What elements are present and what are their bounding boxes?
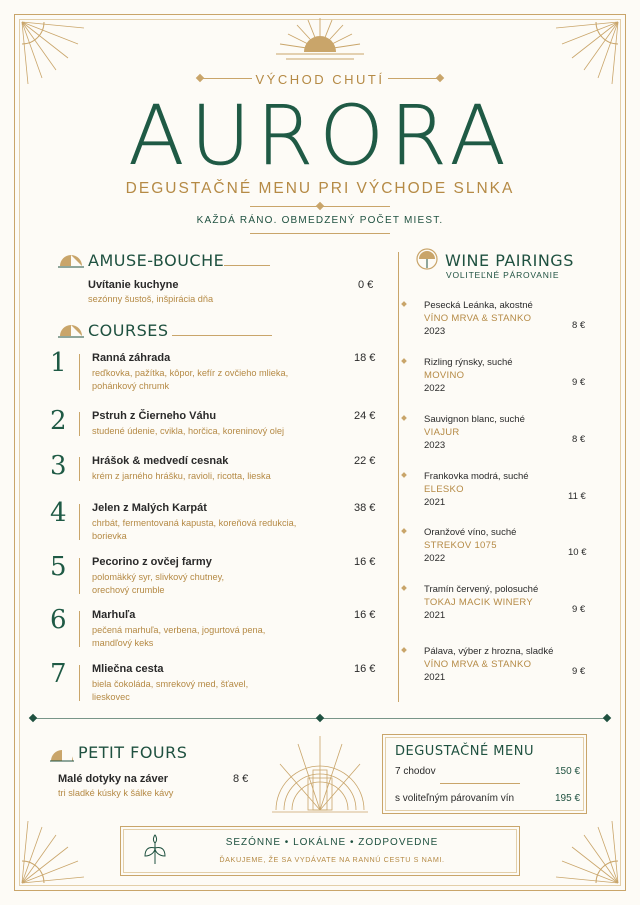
divider [440,783,520,784]
wine-year: 2021 [424,497,446,508]
wine-price: 8 € [572,320,586,331]
wine-item [424,299,574,338]
course-price: 18 € [354,352,376,364]
tasting-row1-label: 7 chodov [395,766,436,777]
course-rule [79,457,80,481]
wine-pairings-subtitle: VOLITEĽNÉ PÁROVANIE [446,270,560,280]
course-item [92,556,322,597]
course-price: 16 € [354,556,376,568]
footer-box-inner [123,829,517,873]
wine-item [424,413,574,452]
amuse-item [88,279,318,306]
rising-sun-icon [270,14,370,64]
petit-fours-item-desc: tri sladké kúsky k šálke kávy [58,788,174,798]
divider [250,233,390,234]
course-desc: pečená marhuľa, verbena, jogurtová pena, [92,625,266,635]
wine-year: 2023 [424,440,446,451]
course-number: 4 [50,498,67,528]
course-name: Jelen z Malých Karpát [92,502,207,514]
wine-producer: TOKAJ MACIK WINERY [424,597,534,608]
course-rule [79,412,80,436]
course-rule [79,354,80,390]
course-number: 5 [50,552,67,582]
wine-producer: STREKOV 1075 [424,540,497,551]
petit-fours-icon [50,742,74,762]
corner-sunburst-bottom-right [546,811,626,891]
wine-producer: VIAJUR [424,427,460,438]
course-item [92,410,322,438]
course-rule [79,504,80,540]
wine-pairings-heading: WINE PAIRINGS [445,251,574,270]
amuse-item-name: Uvítanie kuchyne [88,279,179,291]
course-desc: orechový crumble [92,585,165,595]
tasting-menu-title: DEGUSTAČNÉ MENU [395,744,534,759]
art-deco-sunrise-emblem [268,730,372,816]
wine-name: Oranžové víno, suché [424,527,517,538]
column-divider [398,252,399,702]
course-name: Pecorino z ovčej farmy [92,556,212,568]
half-sun-icon [58,250,84,268]
petit-fours-item-name: Malé dotyky na záver [58,773,169,785]
wine-producer: MOVINO [424,370,465,381]
course-item [92,352,322,393]
heading-rule [224,265,270,266]
course-item [92,455,322,483]
half-sun-icon [58,320,84,338]
amuse-bouche-heading: AMUSE-BOUCHE [88,251,225,270]
wine-price: 9 € [572,604,586,615]
footer-thanks: ĎAKUJEME, ŽE SA VYDÁVATE NA RANNÚ CESTU S NAMI. [219,855,445,864]
wine-year: 2021 [424,672,446,683]
wine-producer: ELESKO [424,484,464,495]
restaurant-title: AURORA [128,89,512,184]
wine-price: 10 € [568,547,587,558]
course-price: 16 € [354,663,376,675]
wine-year: 2022 [424,553,446,564]
course-desc: studené údenie, cvikla, horčica, koreninový olej [92,426,285,436]
course-desc: mandľový keks [92,638,154,648]
wine-name: Pesecká Leánka, akostné [424,300,533,311]
wine-item [424,583,574,622]
course-name: Mliečna cesta [92,663,164,675]
wine-name: Pálava, výber z hrozna, sladké [424,646,554,657]
wine-price: 9 € [572,377,586,388]
amuse-item-price: 0 € [358,279,374,291]
course-number: 1 [50,348,67,378]
wine-producer: VÍNO MRVA & STANKO [424,313,532,324]
course-name: Ranná záhrada [92,352,171,364]
course-number: 7 [50,659,67,689]
wine-year: 2023 [424,326,446,337]
wine-item [424,470,574,509]
course-price: 24 € [354,410,376,422]
wine-price: 11 € [568,491,586,502]
course-desc: borievka [92,531,127,541]
petit-fours-item [58,773,258,800]
course-number: 2 [50,406,67,436]
course-desc: krém z jarného hrášku, ravioli, ricotta, lieska [92,471,271,481]
course-number: 6 [50,605,67,635]
wine-year: 2021 [424,610,446,621]
wine-year: 2022 [424,383,446,394]
wine-producer: VÍNO MRVA & STANKO [424,659,532,670]
course-rule [79,665,80,701]
wine-item [424,356,574,395]
wine-name: Rizling rýnsky, suché [424,357,513,368]
courses-heading: COURSES [88,321,169,340]
amuse-item-desc: sezónny šustoš, inšpirácia dňa [88,294,214,304]
course-item [92,609,322,650]
course-name: Pstruh z Čierneho Váhu [92,410,217,422]
course-name: Marhuľa [92,609,136,621]
course-price: 22 € [354,455,376,467]
tasting-row2-price: 195 € [555,793,581,804]
tasting-row2-label: s voliteľným párovaním vín [395,793,515,804]
kicker-text: VÝCHOD CHUTÍ [255,72,385,87]
course-desc: pohánkový chrumk [92,381,170,391]
course-desc: biela čokoláda, smrekový med, šťavel, [92,679,249,689]
course-price: 16 € [354,609,376,621]
course-desc: polomäkký syr, slivkový chutney, [92,572,225,582]
wine-item [424,526,574,565]
course-item [92,663,322,704]
petit-fours-heading: PETIT FOURS [78,743,188,762]
course-name: Hrášok & medvedí cesnak [92,455,229,467]
course-rule [79,611,80,647]
footer-motto: SEZÓNNE • LOKÁLNE • ZODPOVEDNE [225,837,439,848]
wine-name: Sauvignon blanc, suché [424,414,525,425]
menu-subtitle: DEGUSTAČNÉ MENU PRI VÝCHODE SLNKA [125,180,515,197]
wine-name: Tramín červený, polosuché [424,584,539,595]
leaf-icon [140,834,170,866]
course-desc: chrbát, fermentovaná kapusta, koreňová redukcia, [92,518,297,528]
wine-sun-icon [416,248,438,270]
tasting-row1-price: 150 € [555,766,581,777]
wine-item [424,645,574,684]
course-rule [79,558,80,594]
course-number: 3 [50,451,67,481]
wine-price: 8 € [572,434,586,445]
course-desc: lieskovec [92,692,130,702]
corner-sunburst-bottom-left [14,811,94,891]
heading-rule [172,335,272,336]
wine-name: Frankovka modrá, suché [424,471,529,482]
wine-price: 9 € [572,666,586,677]
tagline: KAŽDÁ RÁNO. OBMEDZENÝ POČET MIEST. [196,215,444,226]
petit-fours-item-price: 8 € [233,773,249,785]
course-item [92,502,322,543]
course-desc: reďkovka, pažítka, kôpor, kefír z ovčieho mlieka, [92,368,289,378]
course-price: 38 € [354,502,376,514]
